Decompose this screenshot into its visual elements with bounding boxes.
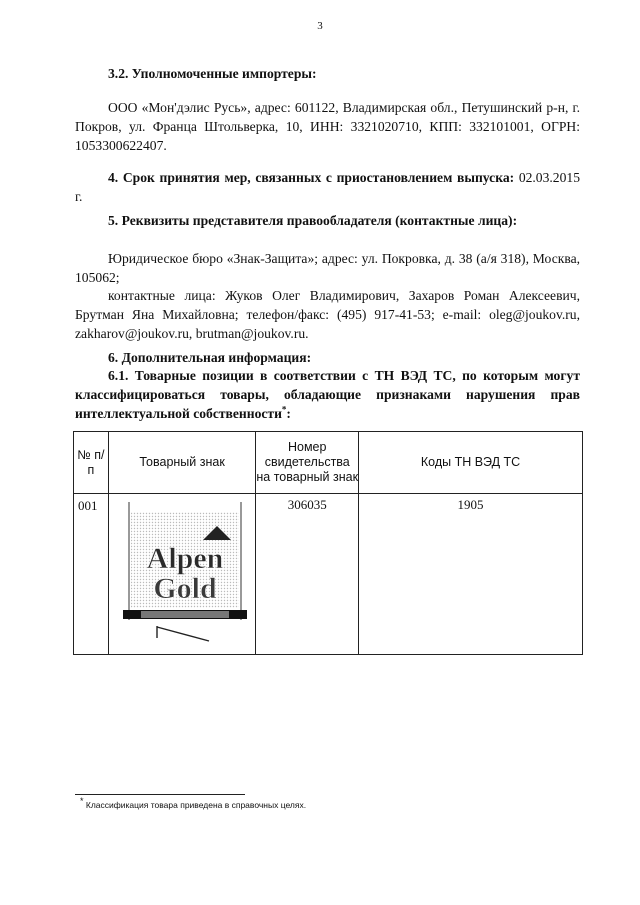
section-6-1-text: 6.1. Товарные позиции в соответствии с ТН ВЭД ТС, по которым могут классифицироваться товары, обладающие признаками нарушения прав интеллектуальной собственности <box>75 368 580 421</box>
row-no: 001 <box>74 494 109 655</box>
header-codes: Коды ТН ВЭД ТС <box>359 432 583 494</box>
section-4-heading: 4. Срок принятия мер, связанных с приостановлением выпуска: <box>108 170 515 185</box>
footnote-mark: * <box>80 796 84 807</box>
page-number: 3 <box>317 20 323 32</box>
section-6-heading: 6. Дополнительная информация: <box>108 350 312 365</box>
bureau-details: Юридическое бюро «Знак-Защита»; адрес: ул. Покровка, д. 38 (а/я 318), Москва, 105062; <box>75 251 580 285</box>
footnote-ref: * <box>281 404 287 415</box>
footnote <box>80 796 307 810</box>
header-no: № п/п <box>74 432 109 494</box>
section-4-date: 02.03.2015 г. <box>75 170 580 204</box>
footnote-divider <box>75 794 245 795</box>
section-4 <box>75 168 580 206</box>
importer-details: ООО «Мон'дэлис Русь», адрес: 601122, Владимирская обл., Петушинский р-н, г. Покров, ул. Франца Штольверка, 10, ИНН: 3321020710, КПП: 332101001, ОГРН: 1053300622407. <box>75 100 580 153</box>
section-5-heading: 5. Реквизиты представителя правообладателя (контактные лица): <box>108 213 518 228</box>
logo-word-alpen: Alpen <box>146 542 224 575</box>
footnote-text: Классификация товара приведена в справочных целях. <box>85 800 307 810</box>
section-6-1-colon: : <box>286 406 291 421</box>
section-6-1-heading <box>75 366 580 423</box>
alpen-gold-logo <box>121 500 249 648</box>
certificate-number: 306035 <box>256 494 359 655</box>
header-certificate: Номер свидетельства на товарный знак <box>256 432 359 494</box>
logo-word-gold: Gold <box>153 572 217 605</box>
contact-details: контактные лица: Жуков Олег Владимирович, Захаров Роман Алексеевич, Брутман Яна Михайловна; телефон/факс: (495) 917-41-53; e-mail: oleg@joukov.ru, zakharov@joukov.ru, brutman@joukov.ru. <box>75 288 580 341</box>
tnved-code: 1905 <box>359 494 583 655</box>
section-3-2-heading: 3.2. Уполномоченные импортеры: <box>108 66 317 81</box>
table-header-row <box>74 432 583 494</box>
trademark-image <box>109 494 256 652</box>
trademark-table <box>73 431 583 655</box>
table-row <box>74 494 583 655</box>
header-mark: Товарный знак <box>108 432 256 494</box>
trademark-cell <box>108 494 256 655</box>
